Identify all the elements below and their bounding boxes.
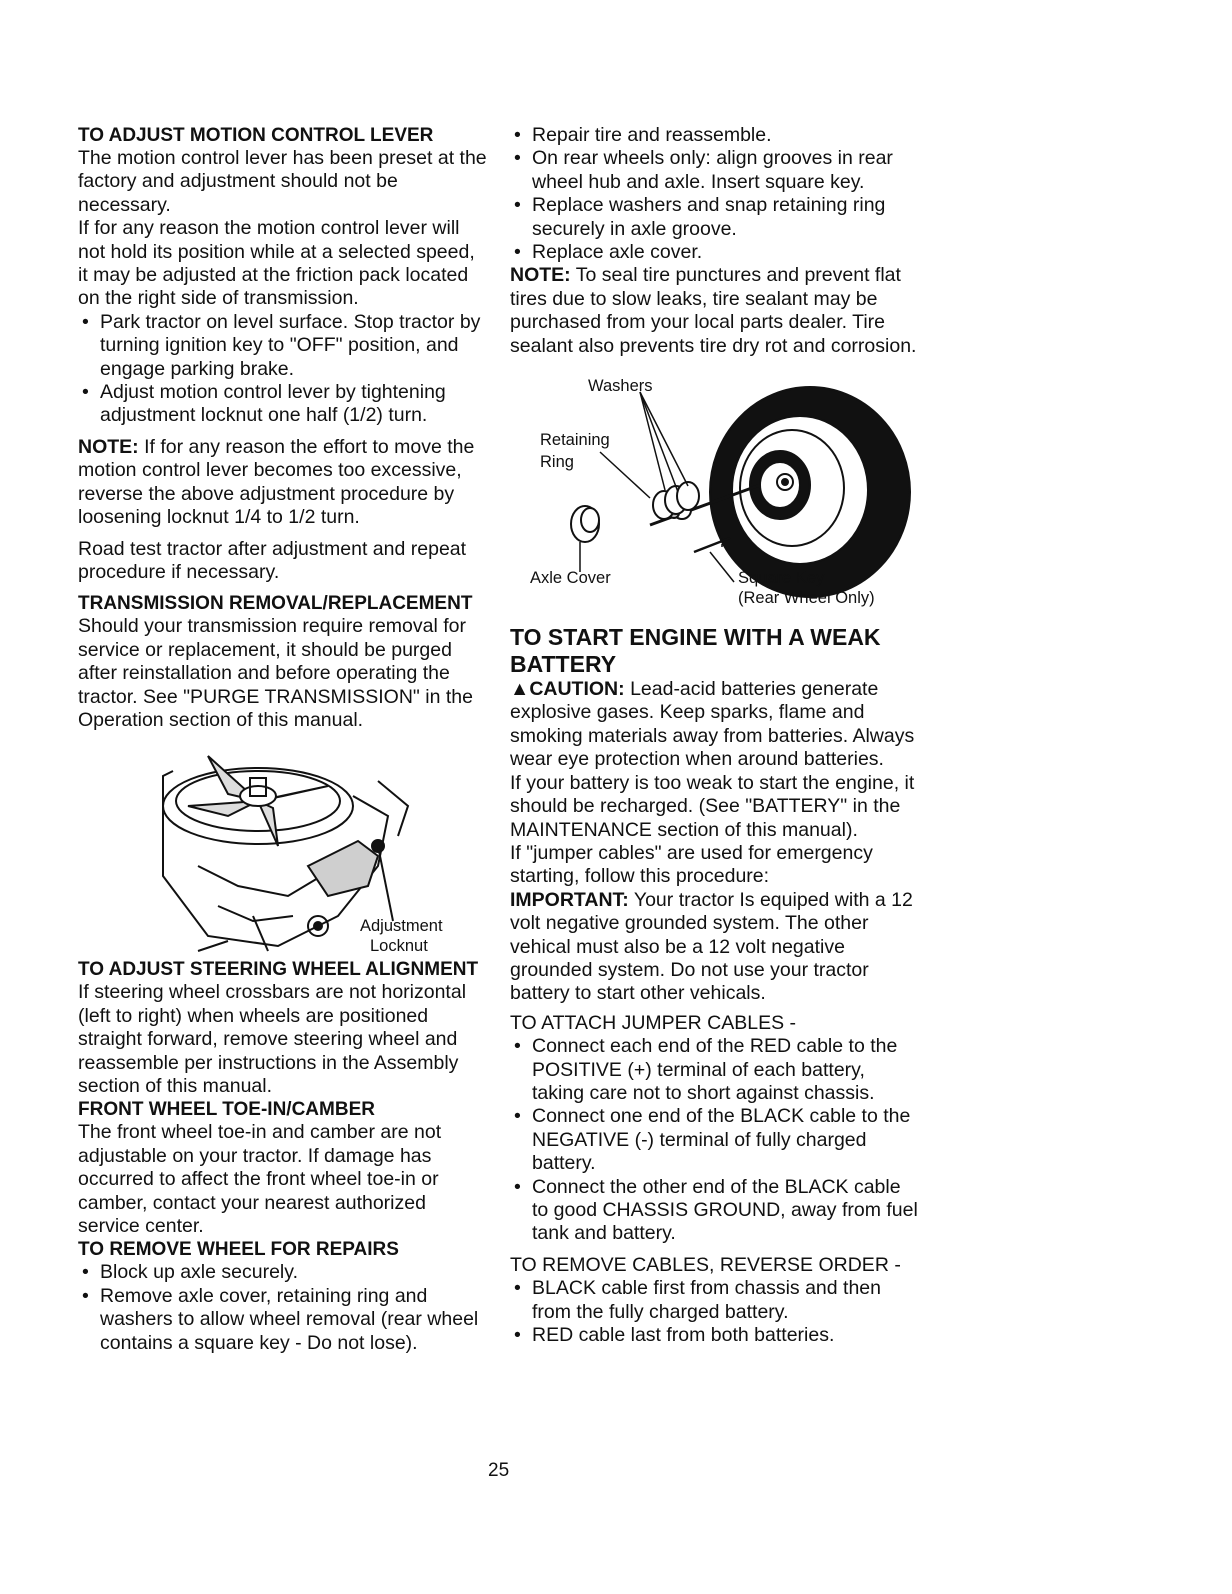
right-column [510, 124, 920, 1347]
list-item: • Connect the other end of the BLACK cable to good CHASSIS GROUND, away from fuel tank and battery. [510, 1176, 920, 1246]
jumper-cables-text: If "jumper cables" are used for emergency starting, follow this procedure: [510, 841, 873, 888]
list-item: • Remove axle cover, retaining ring and washers to allow wheel removal (rear wheel contains a square key - Do not lose). [78, 1285, 488, 1355]
list-item: • Connect each end of the RED cable to the POSITIVE (+) terminal of each battery, taking care not to short against chassis. [510, 1035, 920, 1105]
attach-cables-steps [510, 1035, 920, 1246]
note-text: To seal tire punctures and prevent flat tires due to slow leaks, tire sealant may be purchased from your local parts dealer. Tire sealant also prevents tire dry rot and corrosion. [510, 264, 917, 357]
transmission-heading: TRANSMISSION REMOVAL/REPLACEMENT [78, 593, 473, 615]
motion-control-heading: TO ADJUST MOTION CONTROL LEVER [78, 125, 434, 146]
remove-wheel-heading: TO REMOVE WHEEL FOR REPAIRS [78, 1239, 399, 1261]
remove-wheel-steps [78, 1261, 488, 1355]
washers-label: Washers [588, 377, 653, 396]
sealant-note [510, 264, 920, 358]
list-item: • BLACK cable first from chassis and then from the fully charged battery. [510, 1277, 920, 1324]
motion-note [78, 436, 488, 530]
caution-paragraph [510, 678, 920, 772]
caution-text: Lead-acid batteries generate explosive gases. Keep sparks, flame and smoking materials away from batteries. Always wear eye protection when around batteries. [510, 678, 915, 771]
note-text: If for any reason the effort to move the motion control lever becomes too excessive, reverse the above adjustment procedure by loosening locknut 1/4 to 1/2 turn. [78, 435, 475, 529]
caution-label: CAUTION: [529, 678, 625, 701]
ring-label: Ring [540, 453, 574, 472]
square-key-label: Square Key [738, 569, 825, 588]
toe-in-camber-text: The front wheel toe-in and camber are not adjustable on your tractor. If damage has occurred to affect the front wheel toe-in or camber, contact your nearest authorized service center. [78, 1121, 442, 1237]
retaining-label: Retaining [540, 431, 610, 450]
remove-cables-steps [510, 1277, 920, 1347]
wheel-figure [510, 360, 920, 608]
note-label: NOTE: [78, 435, 139, 458]
list-item: • Replace axle cover. [510, 241, 920, 264]
motion-control-para-1: The motion control lever has been preset at the factory and adjustment should not be necessary. [78, 147, 487, 216]
important-paragraph [510, 889, 920, 1006]
list-item: • On rear wheels only: align grooves in rear wheel hub and axle. Insert square key. [510, 147, 920, 194]
remove-cables-heading: TO REMOVE CABLES, REVERSE ORDER - [510, 1253, 901, 1276]
list-item: • RED cable last from both batteries. [510, 1324, 920, 1347]
weak-battery-text: If your battery is too weak to start the engine, it should be recharged. (See "BATTERY" in the MAINTENANCE section of this manual). [510, 771, 915, 841]
motion-control-steps [78, 311, 488, 428]
road-test-text: Road test tractor after adjustment and repeat procedure if necessary. [78, 537, 467, 583]
list-item: • Repair tire and reassemble. [510, 124, 920, 147]
toe-in-camber-heading: FRONT WHEEL TOE-IN/CAMBER [78, 1099, 375, 1121]
list-item: • Adjust motion control lever by tightening adjustment locknut one half (1/2) turn. [78, 381, 488, 428]
repair-steps [510, 124, 920, 264]
note-label: NOTE: [510, 264, 571, 287]
transmission-text: Should your transmission require removal for service or replacement, it should be purged after reinstallation and before operating the tractor. See "PURGE TRANSMISSION" in the Operation section of this manual. [78, 615, 473, 731]
wheel-drawing [510, 360, 920, 600]
steering-alignment-heading: TO ADJUST STEERING WHEEL ALIGNMENT [78, 959, 479, 981]
transmission-figure [78, 746, 488, 958]
locknut-label: Locknut [370, 937, 428, 956]
page-number: 25 [488, 1460, 510, 1481]
rear-wheel-only-label: (Rear Wheel Only) [738, 589, 875, 608]
important-label: IMPORTANT: [510, 888, 629, 911]
adjustment-label: Adjustment [360, 917, 443, 936]
attach-cables-heading: TO ATTACH JUMPER CABLES - [510, 1011, 797, 1034]
caution-icon: ▲ [510, 678, 530, 701]
important-text: Your tractor Is equiped with a 12 volt negative grounded system. The other vehical must also be a 12 volt negative grounded system. Do not use your tractor battery to start other vehicals. [510, 888, 913, 1005]
list-item: • Block up axle securely. [78, 1261, 488, 1284]
steering-alignment-text: If steering wheel crossbars are not horizontal (left to right) when wheels are positioned straight forward, remove steering wheel and reassemble per instructions in the Assembly section of this manual. [78, 981, 467, 1097]
list-item: • Replace washers and snap retaining ring securely in axle groove. [510, 194, 920, 241]
left-column [78, 124, 488, 1355]
list-item: • Park tractor on level surface. Stop tractor by turning ignition key to "OFF" position, and engage parking brake. [78, 311, 488, 381]
list-item: • Connect one end of the BLACK cable to the NEGATIVE (-) terminal of fully charged battery. [510, 1105, 920, 1175]
weak-battery-heading: TO START ENGINE WITH A WEAK BATTERY [510, 624, 881, 678]
motion-control-para-2: If for any reason the motion control lever will not hold its position while at a selected speed, it may be adjusted at the friction pack located on the right side of transmission. [78, 217, 475, 310]
axle-cover-label: Axle Cover [530, 569, 611, 588]
